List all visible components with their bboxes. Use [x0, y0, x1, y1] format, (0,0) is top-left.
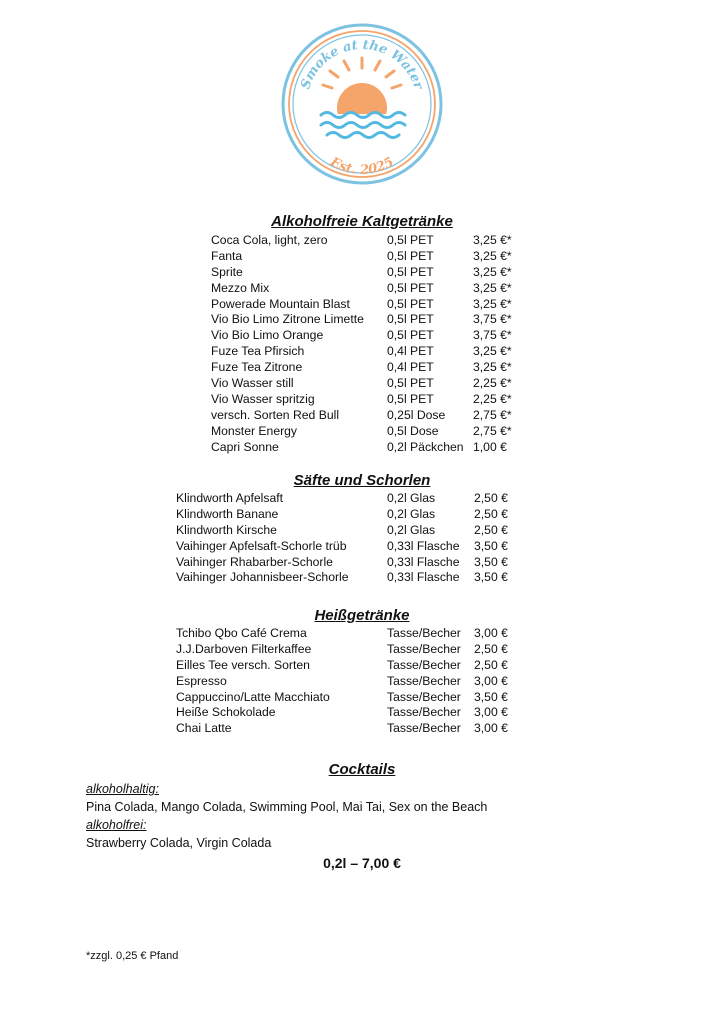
item-size: 0,4l PET [387, 344, 434, 359]
item-name: Heiße Schokolade [176, 705, 276, 720]
item-name: Klindworth Apfelsaft [176, 491, 284, 505]
item-name: Klindworth Banane [176, 506, 279, 521]
item-name: Cappuccino/Latte Macchiato [176, 689, 330, 704]
section-title-alkoholfreie-kaltgetraenke: Alkoholfreie Kaltgetränke [271, 213, 453, 230]
item-size: 0,33l Flasche [387, 570, 460, 585]
section-title-cocktails: Cocktails [328, 761, 396, 778]
item-size: 0,5l PET [387, 376, 434, 391]
item-price: 3,00 € [474, 673, 508, 688]
item-price: 3,50 € [474, 554, 508, 569]
item-price: 3,25 €* [473, 233, 512, 247]
item-size: Tasse/Becher [387, 641, 461, 656]
item-size: Tasse/Becher [387, 626, 461, 640]
item-name: Powerade Mountain Blast [211, 296, 350, 311]
section-title-heissgetraenke: Heißgetränke [314, 607, 410, 624]
cocktails-price: 0,2l – 7,00 € [323, 855, 401, 871]
item-name: Vaihinger Apfelsaft-Schorle trüb [176, 538, 347, 553]
item-name: Chai Latte [176, 721, 232, 736]
item-name: Klindworth Kirsche [176, 522, 277, 537]
item-price: 3,75 €* [473, 312, 512, 327]
item-size: Tasse/Becher [387, 705, 461, 720]
item-price: 2,50 € [474, 641, 508, 656]
item-name: Fuze Tea Pfirsich [211, 344, 305, 359]
cocktails-non-alcoholic-list: Strawberry Colada, Virgin Colada [86, 836, 272, 850]
cocktails-alcoholic-label: alkoholhaltig: [86, 782, 159, 796]
item-size: 0,5l Dose [387, 423, 439, 438]
item-price: 2,50 € [474, 506, 508, 521]
item-size: 0,5l PET [387, 296, 434, 311]
item-price: 2,75 €* [473, 423, 512, 438]
item-name: Vio Wasser spritzig [211, 391, 315, 406]
item-size: 0,2l Glas [387, 506, 436, 521]
item-size: 0,5l PET [387, 233, 434, 247]
item-price: 2,25 €* [473, 376, 512, 391]
item-size: Tasse/Becher [387, 673, 461, 688]
item-name: Vio Bio Limo Orange [211, 328, 324, 343]
item-price: 1,00 € [473, 439, 507, 454]
item-name: Vio Bio Limo Zitrone Limette [211, 312, 364, 327]
item-price: 3,25 €* [473, 296, 512, 311]
item-size: 0,5l PET [387, 248, 434, 263]
item-name: Eilles Tee versch. Sorten [176, 657, 310, 672]
item-size: 0,2l Glas [387, 491, 436, 505]
item-name: Vio Wasser still [211, 376, 294, 391]
svg-text:Est. 2025: Est. 2025 [327, 154, 397, 179]
item-name: Vaihinger Johannisbeer-Schorle [176, 570, 349, 585]
item-size: 0,2l Päckchen [387, 439, 464, 454]
item-price: 3,50 € [474, 689, 508, 704]
svg-text:Smoke at the Water: Smoke at the Water [298, 37, 426, 92]
item-price: 3,00 € [474, 705, 508, 720]
item-name: Monster Energy [211, 423, 298, 438]
item-name: Coca Cola, light, zero [211, 233, 328, 247]
item-price: 2,75 €* [473, 407, 512, 422]
item-price: 2,50 € [474, 491, 508, 505]
item-size: Tasse/Becher [387, 657, 461, 672]
item-name: J.J.Darboven Filterkaffee [176, 641, 312, 656]
item-size: Tasse/Becher [387, 721, 461, 736]
section-title-saefte-und-schorlen: Säfte und Schorlen [293, 472, 431, 489]
item-price: 3,75 €* [473, 328, 512, 343]
pfand-footnote: *zzgl. 0,25 € Pfand [86, 950, 179, 962]
cocktails-alcoholic-list: Pina Colada, Mango Colada, Swimming Pool, Mai Tai, Sex on the Beach [86, 800, 488, 814]
smoke-at-the-water-logo [281, 18, 443, 190]
item-name: Capri Sonne [211, 439, 279, 454]
item-price: 3,25 €* [473, 264, 512, 279]
item-price: 2,25 €* [473, 391, 512, 406]
item-price: 3,50 € [474, 538, 508, 553]
item-size: 0,25l Dose [387, 407, 446, 422]
item-size: 0,5l PET [387, 391, 434, 406]
item-price: 3,25 €* [473, 248, 512, 263]
item-size: 0,5l PET [387, 264, 434, 279]
item-price: 3,25 €* [473, 280, 512, 295]
item-size: 0,33l Flasche [387, 554, 460, 569]
item-price: 3,25 €* [473, 344, 512, 359]
item-name: Fanta [211, 248, 243, 263]
item-price: 2,50 € [474, 522, 508, 537]
item-size: 0,5l PET [387, 312, 434, 327]
item-price: 2,50 € [474, 657, 508, 672]
item-price: 3,25 €* [473, 360, 512, 375]
item-size: 0,4l PET [387, 360, 434, 375]
item-name: versch. Sorten Red Bull [211, 407, 340, 422]
cocktails-non-alcoholic-label: alkoholfrei: [86, 818, 147, 832]
item-size: Tasse/Becher [387, 689, 461, 704]
item-price: 3,00 € [474, 626, 508, 640]
item-name: Sprite [211, 264, 243, 279]
item-name: Vaihinger Rhabarber-Schorle [176, 554, 333, 569]
item-size: 0,5l PET [387, 280, 434, 295]
item-price: 3,00 € [474, 721, 508, 736]
item-size: 0,5l PET [387, 328, 434, 343]
item-name: Tchibo Qbo Café Crema [176, 626, 307, 640]
item-name: Fuze Tea Zitrone [211, 360, 303, 375]
item-name: Mezzo Mix [211, 280, 270, 295]
item-name: Espresso [176, 673, 227, 688]
item-price: 3,50 € [474, 570, 508, 585]
item-size: 0,2l Glas [387, 522, 436, 537]
item-size: 0,33l Flasche [387, 538, 460, 553]
